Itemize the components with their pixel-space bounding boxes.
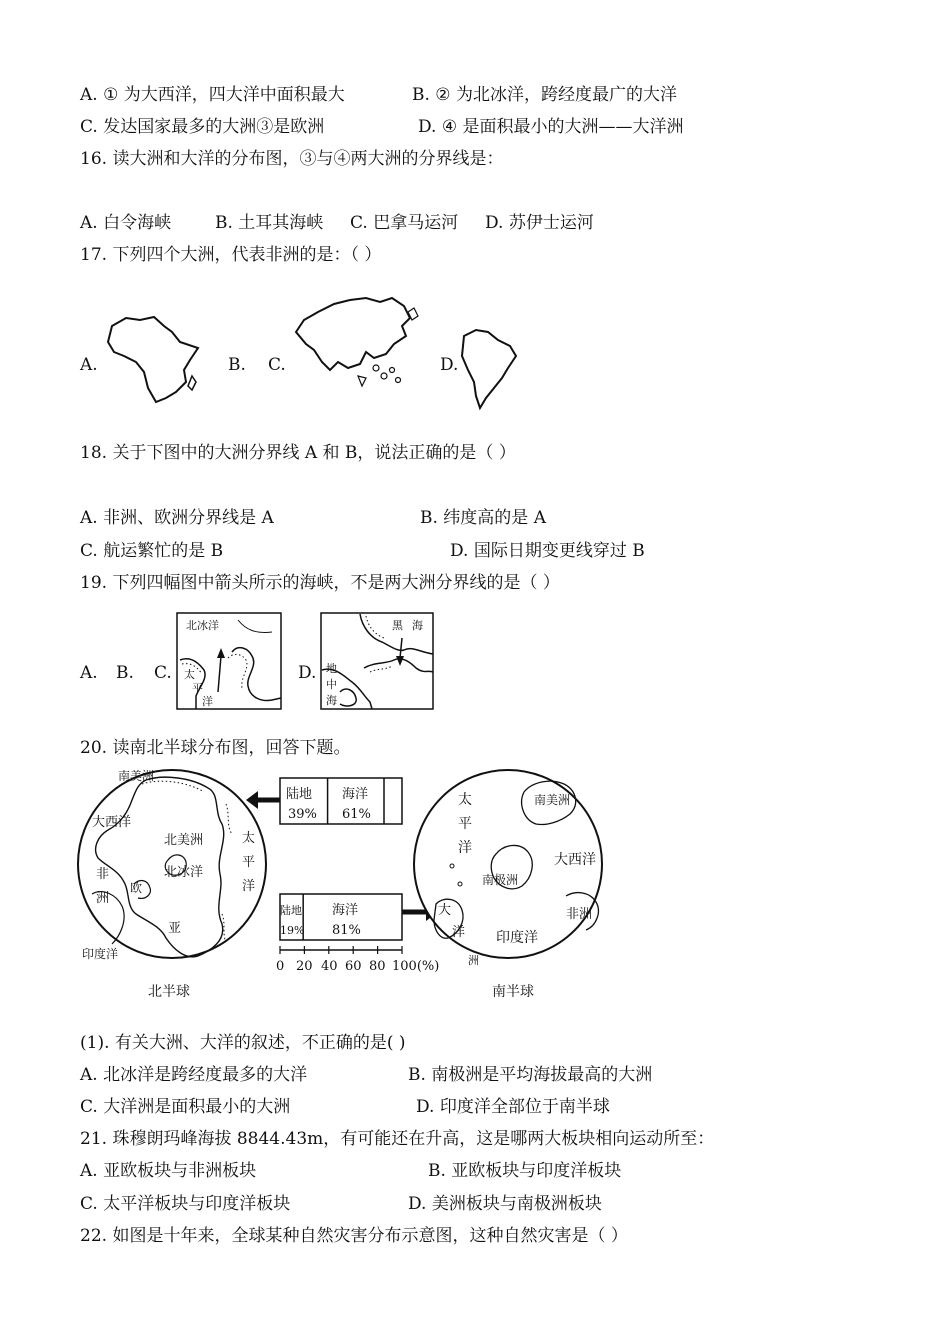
n-label-europe: 欧: [130, 881, 143, 895]
axis-tick-100: 100(%): [392, 959, 440, 974]
q20-sub1-option-b: B. 南极洲是平均海拔最高的大洲: [408, 1065, 653, 1085]
q16-option-d: D. 苏伊士运河: [485, 213, 594, 233]
northern-hemisphere-caption: 北半球: [148, 984, 190, 1000]
map-c-ocean-north: 北冰洋: [186, 619, 219, 632]
q18-option-b: B. 纬度高的是 A: [420, 508, 546, 528]
q22-stem: 22. 如图是十年来，全球某种自然灾害分布示意图，这种自然灾害是（ ）: [80, 1226, 628, 1246]
s-label-pacific-1: 太: [458, 792, 472, 808]
q18-option-c: C. 航运繁忙的是 B: [80, 541, 224, 561]
n-label-pacific-2: 平: [242, 855, 256, 870]
north-land-ocean-bar: [280, 778, 402, 824]
axis-tick-40: 40: [321, 959, 338, 974]
southern-hemisphere-caption: 南半球: [492, 984, 534, 1000]
n-label-south-america: 南美洲: [118, 769, 155, 783]
africa-outline: [100, 308, 210, 408]
q20-sub1-option-a: A. 北冰洋是跨经度最多的大洋: [80, 1065, 308, 1085]
q21-option-d: D. 美洲板块与南极洲板块: [408, 1194, 602, 1214]
s-label-pacific-2: 平: [458, 816, 472, 832]
q17-label-c: C.: [268, 355, 286, 375]
n-label-indian: 印度洋: [82, 947, 119, 961]
q20-sub1-option-c: C. 大洋洲是面积最小的大洲: [80, 1097, 291, 1117]
q17-label-a: A.: [80, 355, 98, 375]
n-label-pacific-1: 太: [242, 831, 256, 846]
q16-stem: 16. 读大洲和大洋的分布图，③与④两大洲的分界线是：: [80, 149, 504, 169]
s-label-antarctica: 南极洲: [482, 873, 519, 887]
q18-option-a: A. 非洲、欧洲分界线是 A: [80, 508, 274, 528]
q17-label-d: D.: [440, 355, 459, 375]
q20-sub1-stem: (1). 有关大洲、大洋的叙述，不正确的是( ): [80, 1033, 406, 1053]
percent-axis: [276, 946, 439, 974]
q16-option-b: B. 土耳其海峡: [215, 213, 324, 233]
q15-option-d: D. ④ 是面积最小的大洲——大洋洲: [418, 117, 684, 137]
southern-hemisphere-globe: [414, 770, 602, 967]
s-label-oceania-1: 大: [438, 903, 452, 918]
q20-sub1-option-d: D. 印度洋全部位于南半球: [416, 1097, 610, 1117]
strait-map-d: [320, 612, 434, 710]
q15-option-a: A. ① 为大西洋，四大洋中面积最大: [80, 85, 345, 105]
q17-label-b: B.: [228, 355, 246, 375]
south-ocean-label: 海洋: [332, 903, 359, 918]
axis-tick-80: 80: [369, 959, 386, 974]
map-d-black-sea-1: 黑: [392, 619, 403, 632]
q16-option-a: A. 白令海峡: [80, 213, 172, 233]
s-label-atlantic: 大西洋: [554, 852, 596, 868]
hemisphere-diagram: [76, 764, 636, 1010]
strait-map-c: [176, 612, 282, 710]
axis-tick-60: 60: [345, 959, 362, 974]
s-label-fragment: 洲: [468, 954, 479, 967]
north-ocean-label: 海洋: [342, 787, 369, 802]
n-label-asia: 亚: [168, 921, 182, 936]
q19-label-c: C.: [154, 663, 172, 683]
north-ocean-pct: 61%: [342, 807, 371, 822]
map-c-pacific-2: 平: [192, 682, 203, 695]
north-land-label: 陆地: [286, 787, 313, 802]
s-label-pacific-3: 洋: [458, 840, 472, 856]
q18-stem: 18. 关于下图中的大洲分界线 A 和 B，说法正确的是（ ）: [80, 443, 516, 463]
s-label-africa: 非洲: [566, 907, 593, 922]
northern-hemisphere-globe: [78, 768, 266, 961]
n-label-pacific-3: 洋: [242, 879, 256, 894]
s-label-oceania-2: 洋: [452, 925, 466, 940]
south-land-label: 陆地: [280, 904, 302, 917]
q21-stem: 21. 珠穆朗玛峰海拔 8844.43m，有可能还在升高，这是哪两大板块相向运动所至：: [80, 1129, 715, 1149]
n-label-atlantic: 大西洋: [92, 815, 132, 830]
map-c-pacific-3: 洋: [202, 695, 213, 708]
q19-label-b: B.: [116, 663, 134, 683]
q16-option-c: C. 巴拿马运河: [350, 213, 459, 233]
axis-tick-20: 20: [296, 959, 313, 974]
asia-outline: [288, 292, 426, 392]
north-land-pct: 39%: [288, 807, 317, 822]
n-label-africa-1: 非: [96, 867, 110, 882]
map-d-med-3: 海: [326, 694, 337, 707]
q20-stem: 20. 读南北半球分布图，回答下题。: [80, 738, 351, 758]
south-america-outline: [458, 326, 524, 412]
n-label-arctic: 北冰洋: [164, 865, 204, 880]
axis-tick-0: 0: [276, 959, 285, 974]
n-label-africa-2: 洲: [96, 891, 110, 906]
arrow-head-north: [246, 791, 258, 809]
south-land-ocean-bar: [280, 894, 402, 940]
s-label-indian: 印度洋: [496, 930, 538, 946]
map-d-black-sea-2: 海: [412, 619, 423, 632]
q17-stem: 17. 下列四个大洲，代表非洲的是：（ ）: [80, 245, 382, 265]
q15-option-b: B. ② 为北冰洋，跨经度最广的大洋: [412, 85, 677, 105]
q18-option-d: D. 国际日期变更线穿过 B: [450, 541, 645, 561]
map-d-med-1: 地: [326, 662, 337, 675]
map-c-pacific-1: 太: [184, 668, 195, 681]
south-ocean-pct: 81%: [332, 923, 361, 938]
south-land-pct: 19%: [280, 924, 305, 937]
s-label-south-america: 南美洲: [534, 793, 571, 807]
q19-stem: 19. 下列四幅图中箭头所示的海峡，不是两大洲分界线的是（ ）: [80, 573, 560, 593]
q21-option-c: C. 太平洋板块与印度洋板块: [80, 1194, 291, 1214]
q19-label-a: A.: [80, 663, 98, 683]
map-d-med-2: 中: [326, 678, 337, 691]
q19-label-d: D.: [298, 663, 317, 683]
q21-option-a: A. 亚欧板块与非洲板块: [80, 1161, 257, 1181]
n-label-north-america: 北美洲: [164, 833, 204, 848]
q15-option-c: C. 发达国家最多的大洲③是欧洲: [80, 117, 325, 137]
q21-option-b: B. 亚欧板块与印度洋板块: [428, 1161, 622, 1181]
